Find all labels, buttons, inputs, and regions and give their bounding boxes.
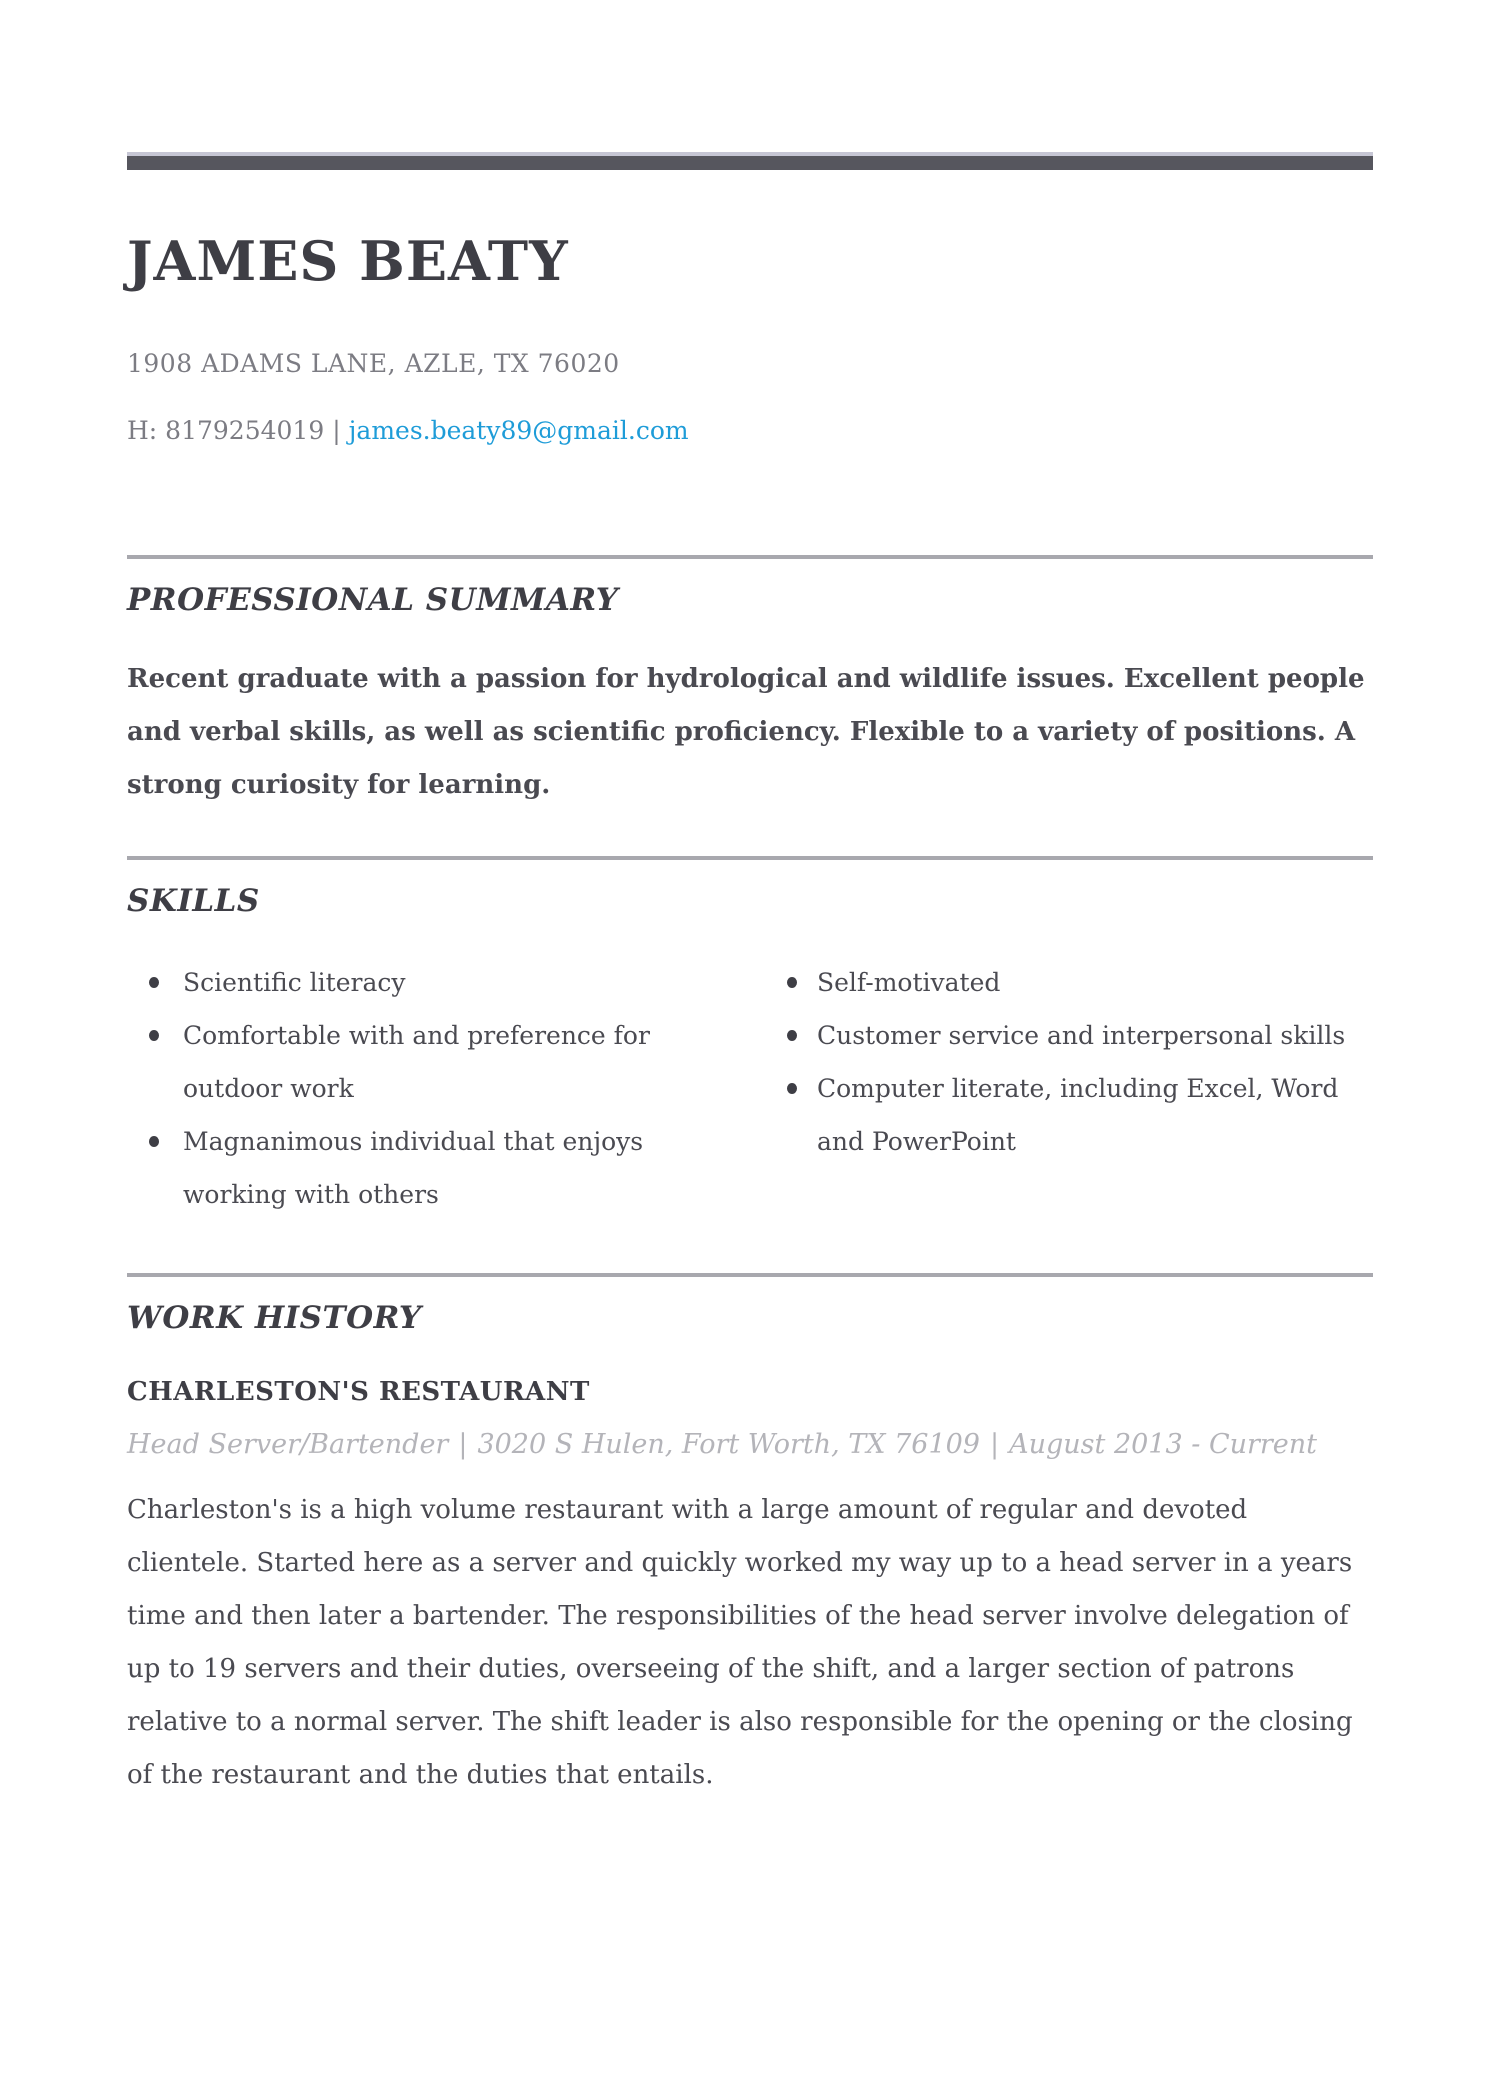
section-title-skills: SKILLS (127, 883, 260, 920)
job-meta-separator: | (458, 1428, 468, 1460)
section-title-work-history: WORK HISTORY (127, 1300, 422, 1337)
resume-page (0, 152, 1500, 2093)
skill-item (787, 1062, 1373, 1168)
skill-label: Comfortable with and preference for outdoor work (183, 1021, 650, 1104)
employer-name: CHARLESTON'S RESTAURANT (127, 1377, 590, 1408)
section-divider (127, 1273, 1373, 1277)
section-divider (127, 856, 1373, 860)
bullet-icon (787, 977, 797, 988)
email-link[interactable]: james.beaty89@gmail.com (348, 415, 689, 445)
section-divider (127, 555, 1373, 559)
job-location: 3020 S Hulen, Fort Worth, TX 76109 (477, 1428, 980, 1460)
skills-column-right (787, 956, 1373, 1221)
job-title: Head Server/Bartender (127, 1428, 449, 1460)
skill-label: Self-motivated (817, 968, 1001, 998)
contact-line (127, 415, 1373, 448)
contact-separator: | (332, 415, 341, 445)
skills-list (127, 956, 1373, 1221)
skill-item (787, 1009, 1373, 1062)
job-dates: August 2013 - Current (1009, 1428, 1318, 1460)
bullet-icon (149, 1030, 159, 1041)
skill-label: Computer literate, including Excel, Word and PowerPoint (817, 1074, 1339, 1157)
section-title-summary: PROFESSIONAL SUMMARY (127, 582, 619, 619)
phone-label: H: 8179254019 (127, 415, 325, 445)
skill-label: Scientific literacy (183, 968, 406, 998)
summary-text: Recent graduate with a passion for hydrological and wildlife issues. Excellent people and verbal skills, as well as scientific proficiency. Flexible to a variety of positions. A strong curiosity for learning. (127, 664, 1365, 801)
skill-item (127, 1009, 672, 1115)
skills-column-left (127, 956, 672, 1221)
skill-item (787, 956, 1373, 1009)
candidate-name: JAMES BEATY (127, 229, 569, 293)
job-meta-line (127, 1427, 1373, 1462)
bullet-icon (149, 1136, 159, 1147)
bullet-icon (787, 1030, 797, 1041)
job-meta-separator: | (989, 1428, 1000, 1460)
top-accent-bar (127, 152, 1373, 170)
skill-label: Customer service and interpersonal skills (817, 1021, 1346, 1051)
address-line: 1908 ADAMS LANE, AZLE, TX 76020 (127, 349, 620, 379)
bullet-icon (149, 977, 159, 988)
bullet-icon (787, 1083, 797, 1094)
skill-item (127, 1115, 672, 1221)
skill-label: Magnanimous individual that enjoys working with others (183, 1127, 644, 1210)
job-description: Charleston's is a high volume restaurant with a large amount of regular and devoted clientele. Started here as a server and quickly worked my way up to a head server in a years time and then later a bartender. The responsibilities of the head server involve delegation of up to 19 servers and their duties, overseeing of the shift, and a larger section of patrons relative to a normal server. The shift leader is also responsible for the opening or the closing of the restaurant and the duties that entails. (127, 1494, 1353, 1790)
skill-item (127, 956, 672, 1009)
